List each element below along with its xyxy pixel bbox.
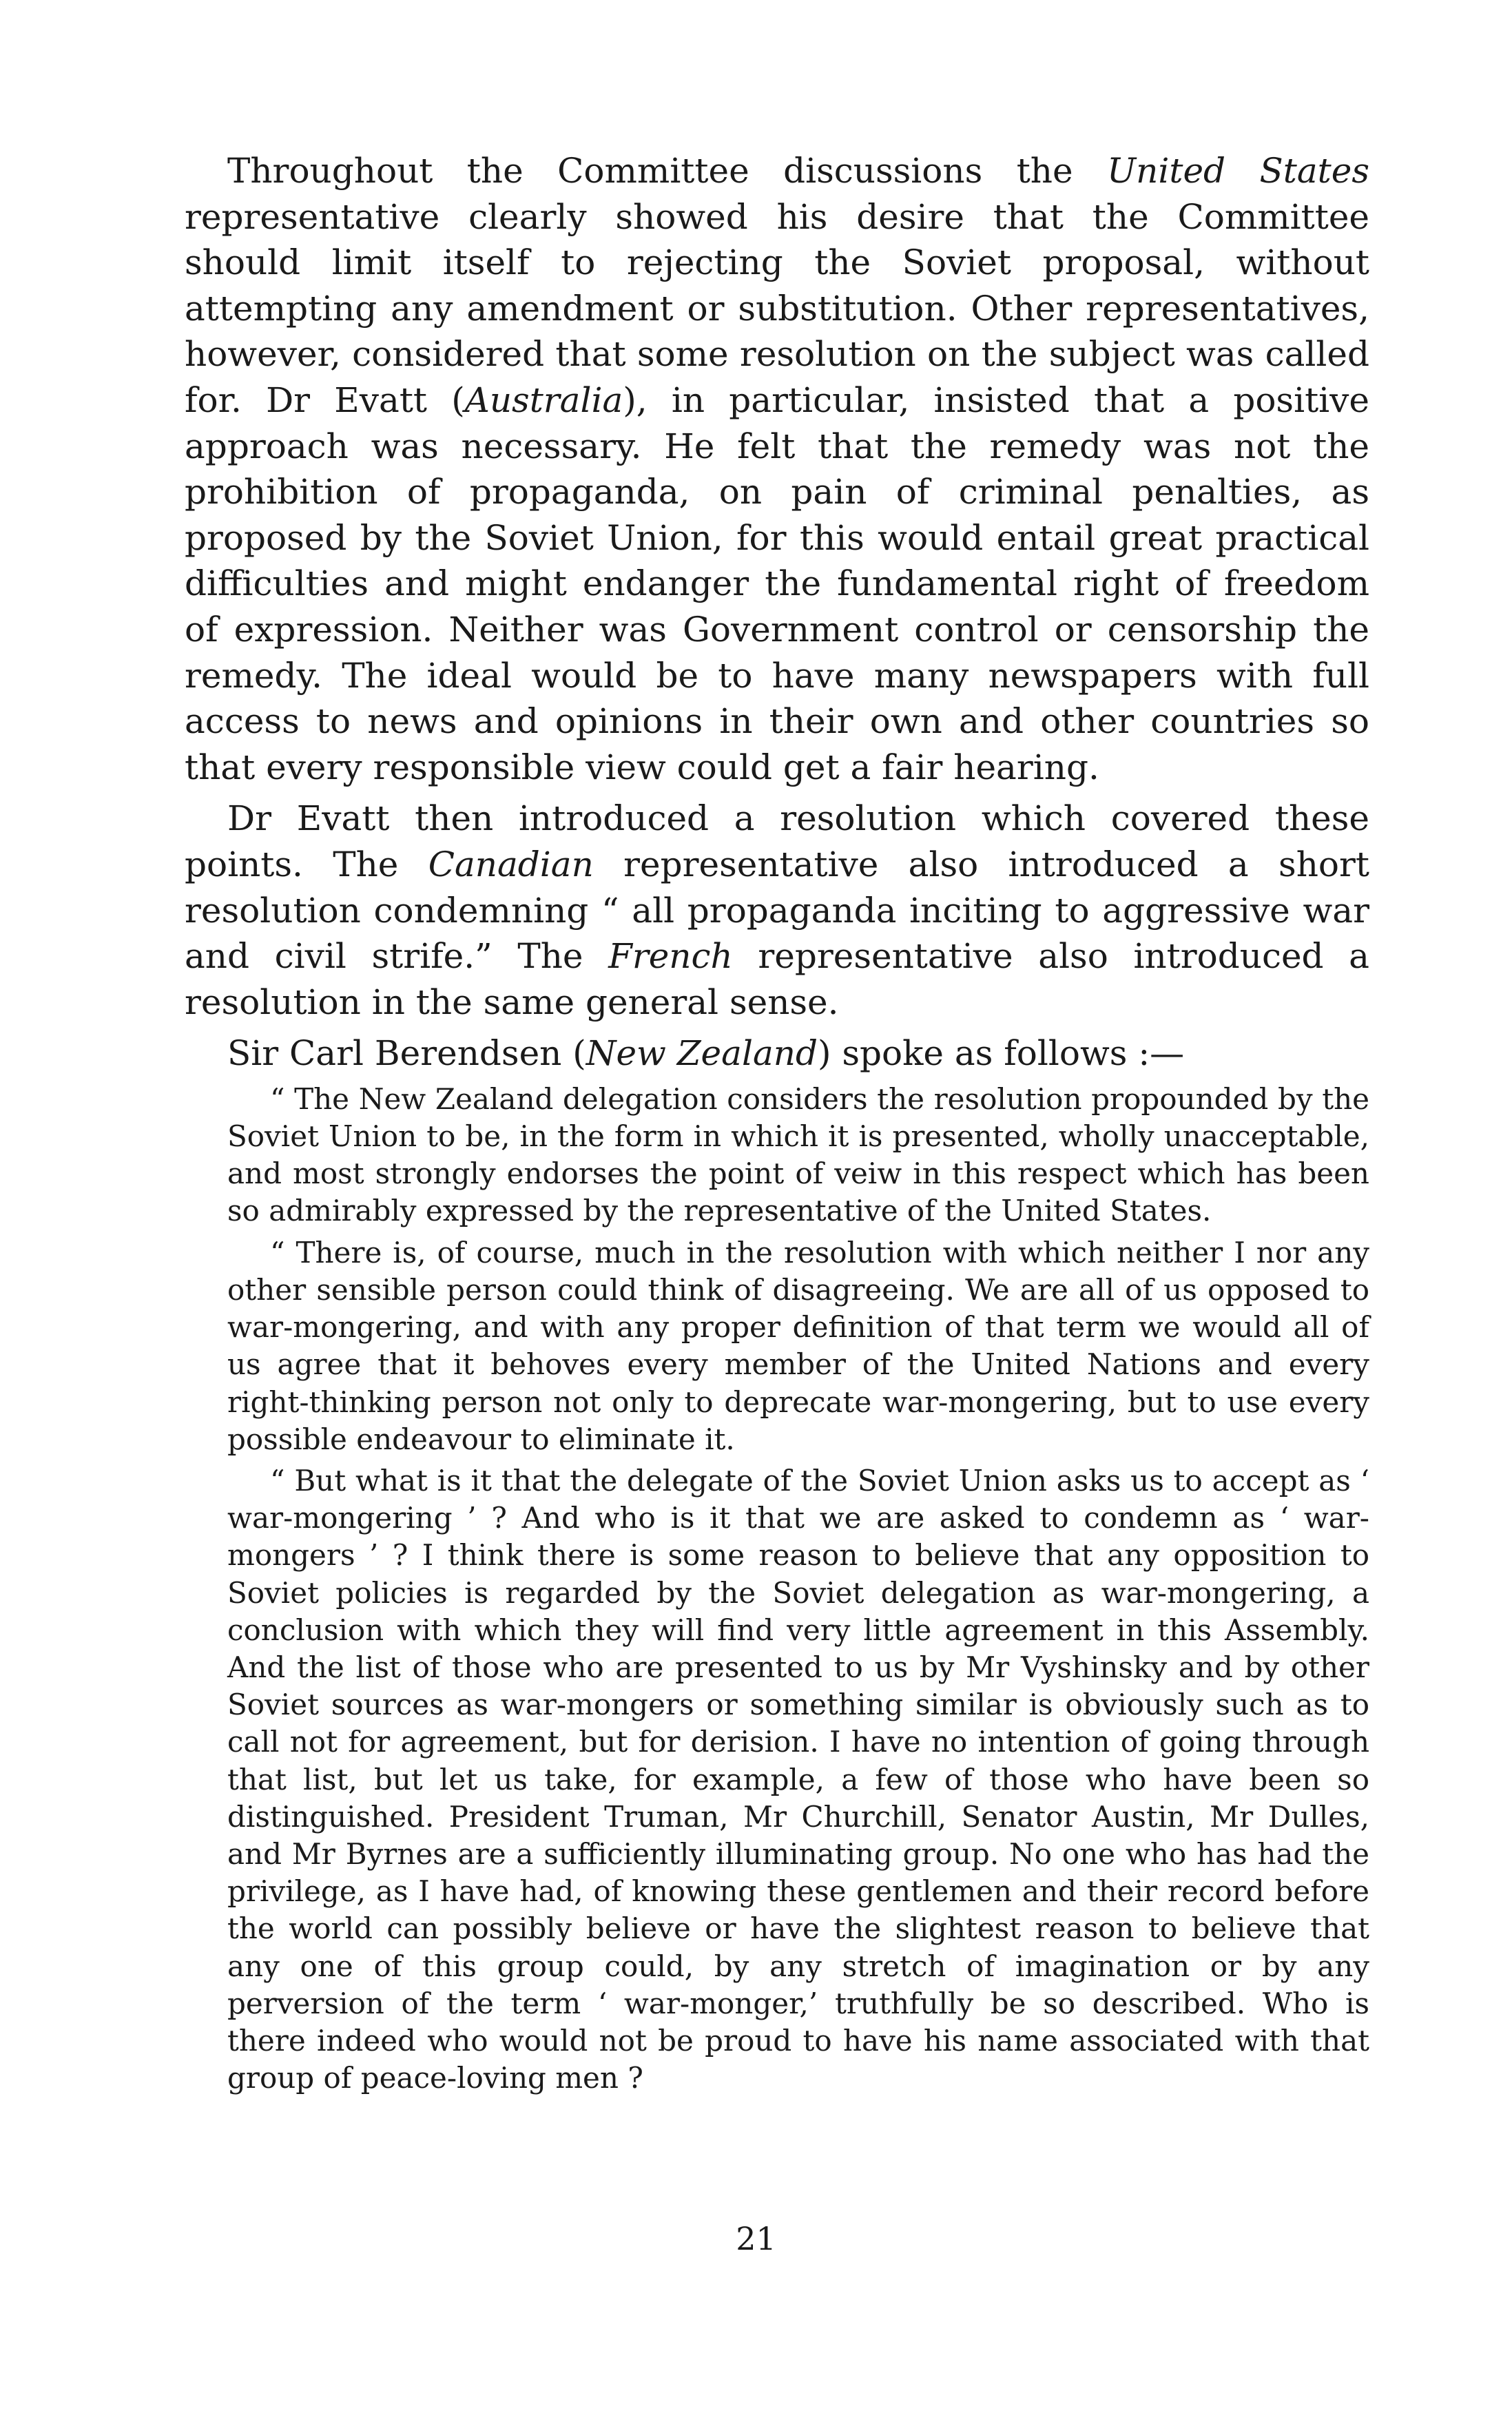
quote-paragraph-2: “ There is, of course, much in the resolution with which neither I nor any other sensible person could think of disagreeing. We are all of us opposed to war-mongering, and with any proper definition of that term we would all of us agree that it behoves every member of the United Nations and every right-thinking person not only to deprecate war-mongering, but to use every possible endeavour to eliminate it. [227,1235,1369,1456]
text-run: ) spoke as follows :— [817,1033,1185,1074]
text-run: Dr Evatt then introduced a resolution which covered these points. The [185,798,1369,884]
block-quote [227,1081,1369,2097]
quote-paragraph-1: “ The New Zealand delegation considers the resolution propounded by the Soviet Union to be, in the form in which it is presented, wholly unacceptable, and most strongly endorses the point of veiw in this respect which has been so admirably expressed by the representative of the United States. [227,1081,1369,1228]
italic-country-name: United States [1107,151,1369,191]
text-run: representative clearly showed his desire that the Committee should limit itself to rejecting the Soviet proposal, without attempting any amendment or substitution. Other representatives, however, considered that some resolution on the subject was called for. Dr Evatt ( [185,196,1369,420]
text-run: representative also introduced a resolution in the same general sense. [185,936,1369,1022]
main-text [185,148,1369,1077]
italic-country-name: Canadian [428,844,594,884]
italic-country-name: New Zealand [586,1033,818,1074]
paragraph-berendsen-intro [185,1030,1369,1077]
text-run: representative also introduced a short resolution condemning “ all propaganda inciting to aggressive war and civil strife.” The [185,844,1369,977]
text-run: Sir Carl Berendsen ( [227,1033,586,1074]
italic-country-name: French [608,936,733,977]
quote-paragraph-3: “ But what is it that the delegate of the Soviet Union asks us to accept as ‘ war-mongering ’ ? And who is it that we are asked to condemn as ‘ war-mongers ’ ? I think there is some reason to believe that any opposition to Soviet policies is regarded by the Soviet delegation as war-mongering, a conclusion with which they will find very little agreement in this Assembly. And the list of those who are presented to us by Mr Vyshinsky and by other Soviet sources as war-mongers or something similar is obviously such as to call not for agreement, but for derision. I have no intention of going through that list, but let us take, for example, a few of those who have been so distinguished. President Truman, Mr Churchill, Senator Austin, Mr Dulles, and Mr Byrnes are a sufficiently illuminating group. No one who has had the privilege, as I have had, of knowing these gentlemen and their record before the world can possibly believe or have the slightest reason to believe that any one of this group could, by any stretch of imagination or by any perversion of the term ‘ war-monger,’ truthfully be so described. Who is there indeed who would not be proud to have his name associated with that group of peace-loving men ? [227,1463,1369,2095]
italic-country-name: Australia [464,380,623,420]
text-run: Throughout the Committee discussions the [227,151,1108,191]
paragraph-committee-discussions [185,148,1369,790]
page-body [185,148,1369,2097]
page-number: 21 [736,2220,776,2257]
text-run: ), in particular, insisted that a positive approach was necessary. He felt that the remedy was not the prohibition of propaganda, on pain of criminal penalties, as proposed by the Soviet Union, for this would entail great practical difficulties and might endanger the fundamental right of freedom of expression. Neither was Government control or censorship the remedy. The ideal would be to have many newspapers with full access to news and opinions in their own and other countries so that every responsible view could get a fair hearing. [185,380,1370,787]
paragraph-evatt-resolution [185,796,1369,1025]
